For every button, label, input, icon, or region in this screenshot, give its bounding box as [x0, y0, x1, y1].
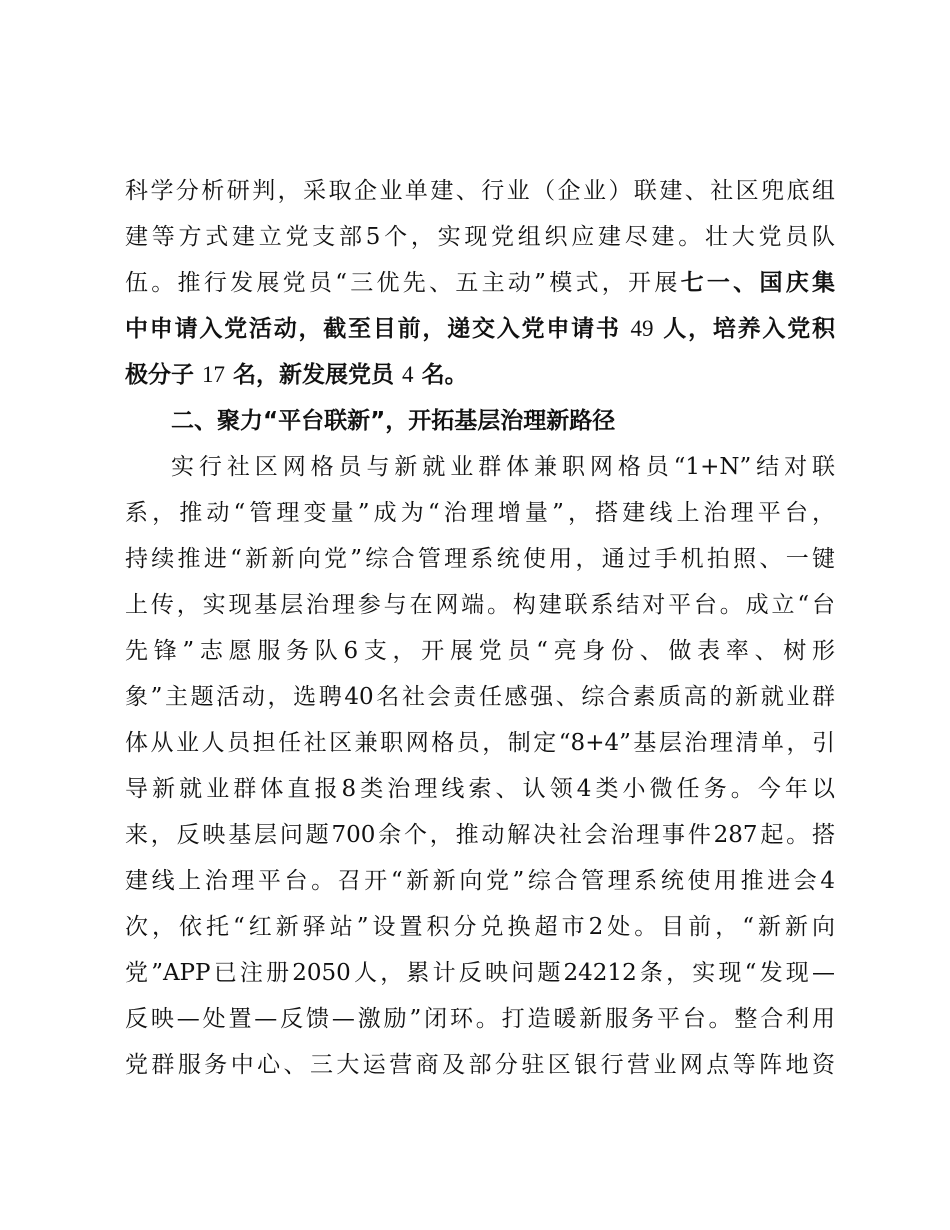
paragraph-1-line-5-c: 名。	[421, 362, 468, 388]
paragraph-1-line-4	[125, 306, 835, 352]
paragraph-2-line-7: 体从业人员担任社区兼职网格员，制定“8+4”基层治理清单，引	[125, 730, 835, 756]
document-page	[125, 168, 835, 1088]
paragraph-2-line-8: 导新就业群体直报8类治理线索、认领4类小微任务。今年以	[125, 776, 835, 802]
paragraph-1-line-1: 科学分析研判，采取企业单建、行业（企业）联建、社区兜底组	[125, 178, 835, 204]
paragraph-2-line-9: 来，反映基层问题700余个，推动解决社会治理事件287起。搭	[125, 822, 835, 848]
paragraph-1-line-5-num: 17	[202, 362, 226, 387]
paragraph-1-line-3-bold: 七一、国庆集	[680, 270, 835, 296]
paragraph-1-line-5-num2: 4	[402, 362, 414, 387]
paragraph-2-line-3: 持续推进“新新向党”综合管理系统使用，通过手机拍照、一键	[125, 546, 835, 572]
paragraph-1-line-3	[125, 260, 835, 306]
paragraph-2-line-10: 建线上治理平台。召开“新新向党”综合管理系统使用推进会4	[125, 868, 835, 894]
paragraph-2-line-4: 上传，实现基层治理参与在网端。构建联系结对平台。成立“台	[125, 592, 835, 618]
paragraph-2-line-14: 党群服务中心、三大运营商及部分驻区银行营业网点等阵地资	[125, 1052, 835, 1078]
paragraph-2-line-13: 反映—处置—反馈—激励”闭环。打造暖新服务平台。整合利用	[125, 1006, 835, 1032]
section-heading-2: 二、聚力“平台联新”，开拓基层治理新路径	[171, 408, 616, 434]
paragraph-1-line-5	[125, 352, 835, 398]
paragraph-2-line-12: 党”APP已注册2050人，累计反映问题24212条，实现“发现—	[125, 960, 835, 986]
paragraph-1-line-4-a: 中申请入党活动，截至目前，递交入党申请书	[125, 316, 621, 342]
paragraph-1-line-4-b: 人，培养入党积	[663, 316, 836, 342]
paragraph-1-line-5-b: 名，新发展党员	[233, 362, 395, 388]
paragraph-1-line-3-text: 伍。推行发展党员“三优先、五主动”模式，开展	[125, 270, 681, 296]
paragraph-2-line-5: 先锋”志愿服务队6支，开展党员“亮身份、做表率、树形	[125, 638, 835, 664]
paragraph-2-line-6: 象”主题活动，选聘40名社会责任感强、综合素质高的新就业群	[125, 684, 835, 710]
paragraph-1-line-2: 建等方式建立党支部5个，实现党组织应建尽建。壮大党员队	[125, 224, 835, 250]
paragraph-2-line-2: 系，推动“管理变量”成为“治理增量”，搭建线上治理平台，	[125, 500, 835, 526]
paragraph-2-line-1: 实行社区网格员与新就业群体兼职网格员“1+N”结对联	[171, 454, 835, 480]
paragraph-1-line-4-num: 49	[630, 316, 654, 341]
paragraph-1-line-5-a: 极分子	[125, 362, 194, 388]
paragraph-2-line-11: 次，依托“红新驿站”设置积分兑换超市2处。目前，“新新向	[125, 914, 835, 940]
